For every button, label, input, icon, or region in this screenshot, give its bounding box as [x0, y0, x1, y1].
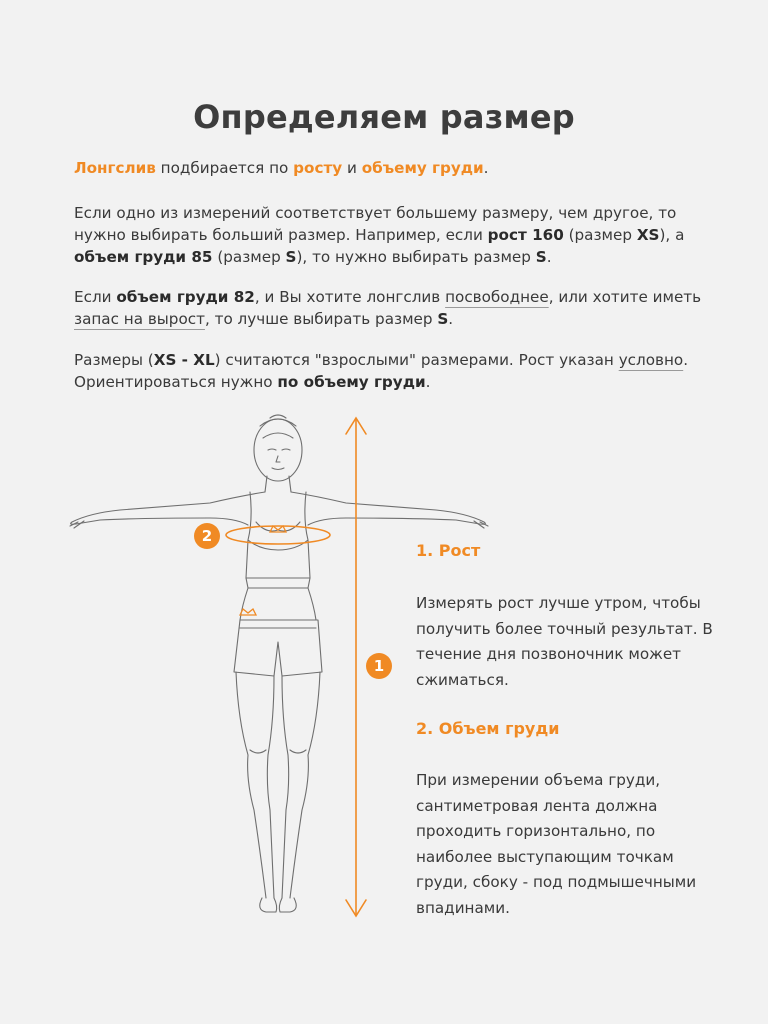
marker-height: 1 — [366, 653, 392, 679]
product-name: Лонгслив — [74, 159, 156, 177]
height-arrow-icon — [346, 418, 366, 916]
loose-fit-paragraph: Если объем груди 82, и Вы хотите лонгслив посвободнее, или хотите иметь запас на вырост, то лучше выбирать размер S. — [74, 288, 702, 328]
marker-chest: 2 — [194, 523, 220, 549]
height-term: росту — [293, 159, 343, 177]
page-title: Определяем размер — [193, 98, 575, 136]
chest-term: объему груди — [361, 159, 484, 177]
sizes-paragraph: Размеры (XS - XL) считаются "взрослыми" размерами. Рост указан условно. Ориентироваться нужно по объему груди. — [74, 351, 689, 391]
chest-heading: 2. Объем груди — [416, 719, 560, 738]
rule-paragraph: Если одно из измерений соответствует большему размеру, чем другое, то нужно выбирать больший размер. Например, если рост 160 (размер XS), а объем груди 85 (размер S), то нужно выбирать размер S. — [74, 204, 685, 266]
height-heading: 1. Рост — [416, 541, 481, 560]
chest-description: При измерении объема груди, сантиметровая лента должна проходить горизонтально, по наиболее выступающим точкам груди, сбоку - под подмышечными впадинами. — [416, 771, 697, 917]
chest-tape-icon — [226, 526, 330, 544]
height-description: Измерять рост лучше утром, чтобы получить более точный результат. В течение дня позвоночник может сжиматься. — [416, 594, 713, 689]
intro-paragraph: Лонгслив подбирается по росту и объему груди. — [74, 159, 489, 177]
